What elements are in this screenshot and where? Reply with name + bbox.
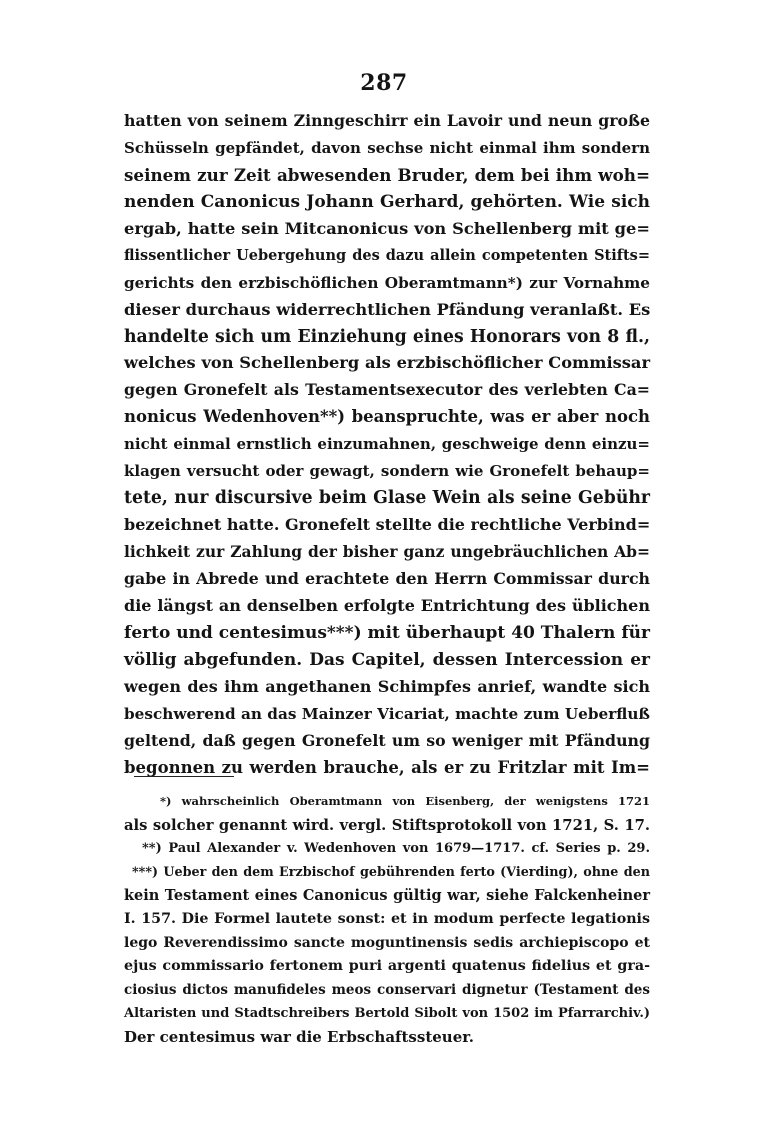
footnote-line: **) Paul Alexander v. Wedenhoven von 1679—1717. cf. Series p. 29.	[142, 841, 650, 857]
footnotes	[124, 790, 650, 1050]
body-line: nicht einmal ernstlich einzumahnen, geschweige denn einzu=	[124, 435, 650, 454]
body-line: völlig abgefunden. Das Capitel, dessen Intercession er	[124, 649, 650, 670]
body-line: hatten von seinem Zinngeschirr ein Lavoir und neun große	[124, 111, 650, 130]
body-line: gabe in Abrede und erachtete den Herrn Commissar durch	[124, 568, 650, 588]
footnote-line: kein Testament eines Canonicus gültig war, siehe Falckenheiner	[124, 887, 650, 905]
body-line: ergab, hatte sein Mitcanonicus von Schellenberg mit ge=	[124, 218, 650, 238]
body-line: nonicus Wedenhoven**) beanspruchte, was er aber noch	[124, 407, 650, 427]
body-line: tete, nur discursive beim Glase Wein als seine Gebühr	[124, 488, 650, 509]
body-line: begonnen zu werden brauche, als er zu Fritzlar mit Im=	[124, 757, 650, 777]
body-line: flissentlicher Uebergehung des dazu allein competenten Stifts=	[124, 246, 650, 264]
body-line: dieser durchaus widerrechtlichen Pfändung veranlaßt. Es	[124, 299, 651, 319]
footnote-line: lego Reverendissimo sancte moguntinensis sedis archiepiscopo et	[124, 934, 650, 951]
body-line: nenden Canonicus Johann Gerhard, gehörten. Wie sich	[124, 191, 650, 212]
body-line: wegen des ihm angethanen Schimpfes anrief, wandte sich	[124, 676, 650, 696]
footnote-separator	[134, 776, 234, 777]
body-line: seinem zur Zeit abwesenden Bruder, dem bei ihm woh=	[124, 164, 650, 185]
footnote-line: ***) Ueber den dem Erzbischof gebührenden ferto (Vierding), ohne den	[132, 864, 650, 880]
body-line: handelte sich um Einziehung eines Honorars von 8 fl.,	[124, 326, 650, 347]
body-line: gerichts den erzbischöflichen Oberamtmann*) zur Vornahme	[124, 273, 650, 292]
footnote-line: Altaristen und Stadtschreibers Bertold Sibolt von 1502 im Pfarrarchiv.)	[124, 1006, 650, 1022]
footnote-line: I. 157. Die Formel lautete sonst: et in modum perfecte legationis	[124, 910, 650, 927]
body-text	[124, 108, 650, 781]
body-line: beschwerend an das Mainzer Vicariat, machte zum Ueberfluß	[124, 704, 650, 723]
body-line: Schüsseln gepfändet, davon sechse nicht einmal ihm sondern	[124, 138, 650, 157]
body-line: die längst an denselben erfolgte Entrichtung des üblichen	[124, 595, 650, 615]
footnote-line: ciosius dictos manufideles meos conservari dignetur (Testament des	[124, 981, 650, 998]
footnote-line: *) wahrscheinlich Oberamtmann von Eisenberg, der wenigstens 1721	[160, 794, 650, 808]
footnote-line: Der centesimus war die Erbschaftssteuer.	[124, 1027, 474, 1046]
body-line: klagen versucht oder gewagt, sondern wie Gronefelt behaup=	[124, 462, 650, 481]
page-number: 287	[360, 70, 408, 96]
body-line: geltend, daß gegen Gronefelt um so weniger mit Pfändung	[124, 730, 650, 750]
body-line: welches von Schellenberg als erzbischöflicher Commissar	[124, 353, 650, 373]
body-line: ferto und centesimus***) mit überhaupt 40 Thalern für	[124, 622, 650, 643]
body-line: bezeichnet hatte. Gronefelt stellte die rechtliche Verbind=	[124, 515, 651, 535]
footnote-line: ejus commissario fertonem puri argenti quatenus fidelius et gra-	[124, 958, 650, 975]
body-line: gegen Gronefelt als Testamentsexecutor des verlebten Ca=	[124, 380, 650, 400]
body-line: lichkeit zur Zahlung der bisher ganz ungebräuchlichen Ab=	[124, 542, 650, 561]
footnote-line: als solcher genannt wird. vergl. Stiftsprotokoll von 1721, S. 17.	[124, 816, 650, 834]
